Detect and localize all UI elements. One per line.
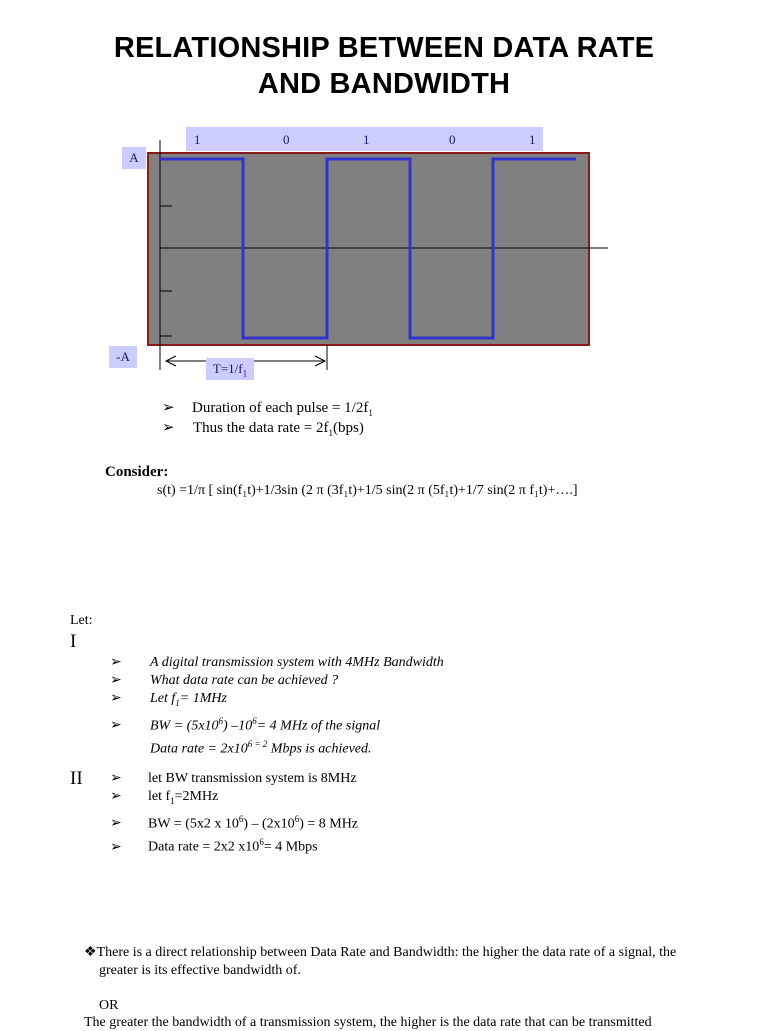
list-item	[110, 770, 358, 788]
list-item	[110, 672, 444, 690]
conclusion-text: There is a direct relationship between Data Rate and Bandwidth: the higher the data rate of a signal, the	[96, 945, 677, 960]
bit-label: 1	[194, 132, 201, 147]
list-item-text: ) – (2x10	[243, 816, 295, 832]
list-item	[110, 654, 444, 672]
period-label-text: T=1/f	[212, 361, 243, 376]
arrow-bullet-icon: ➢	[162, 420, 175, 436]
page-title-line-1: RELATIONSHIP BETWEEN DATA RATE	[113, 32, 655, 64]
arrow-bullet-icon: ➢	[110, 771, 122, 786]
arrow-bullet-icon: ➢	[110, 655, 122, 670]
bit-label: 1	[529, 132, 536, 147]
consider-label: Consider:	[105, 464, 169, 480]
pulse-duration-text: Duration of each pulse = 1/2f	[192, 400, 369, 416]
list-item-text: Mbps is achieved.	[267, 742, 372, 758]
conclusion-line	[84, 962, 754, 980]
amplitude-positive-label: A	[122, 147, 146, 169]
list-item-text: = 4 Mbps	[263, 840, 318, 856]
section-two-list	[110, 770, 358, 857]
list-item-sub: 1	[175, 697, 180, 708]
diamond-bullet-icon: ❖	[84, 945, 97, 960]
pulse-duration-sub: 1	[368, 408, 373, 418]
list-item-text: Data rate = 2x2 x10	[148, 840, 260, 856]
section-one-list	[110, 654, 444, 759]
list-item-text: = 4 MHz of the signal	[256, 718, 381, 734]
list-item	[110, 690, 444, 712]
arrow-bullet-icon: ➢	[162, 400, 175, 416]
list-item-sup: 6	[218, 715, 224, 726]
plot-area	[148, 153, 589, 345]
period-label	[206, 358, 254, 380]
list-item-text: ) = 8 MHz	[299, 816, 359, 832]
amplitude-negative-label: -A	[109, 346, 137, 368]
conclusion-statement-two: The greater the bandwidth of a transmission system, the higher is the data rate that can be transmitted	[84, 1015, 652, 1030]
list-item-text: Data rate = 2x10	[150, 742, 248, 758]
list-item-text: BW = (5x10	[150, 718, 219, 734]
let-label: Let:	[70, 613, 93, 628]
bit-label: 0	[449, 132, 456, 147]
list-item	[110, 810, 358, 834]
arrow-bullet-icon: ➢	[110, 840, 122, 856]
list-item-text: A digital transmission system with 4MHz Bandwidth	[150, 655, 444, 670]
section-one-numeral: I	[70, 631, 77, 652]
data-rate-note	[162, 419, 364, 442]
list-item-text: = 1MHz	[179, 691, 227, 706]
section-two-numeral: II	[70, 768, 83, 789]
conclusion-line	[84, 944, 754, 962]
arrow-bullet-icon: ➢	[110, 718, 122, 734]
list-item-text: let BW transmission system is 8MHz	[148, 771, 357, 786]
list-item	[110, 712, 444, 736]
bit-label: 0	[283, 132, 290, 147]
data-rate-sub: 1	[328, 428, 333, 438]
square-wave-figure	[100, 130, 620, 380]
fourier-series-formula: s(t) =1/π [ sin(f₁t)+1/3sin (2 π (3f₁t)+1/5 sin(2 π (5f₁t)+1/7 sin(2 π f₁t)+….]	[157, 483, 578, 498]
list-item-sub: 1	[170, 795, 175, 806]
arrow-bullet-icon: ➢	[110, 789, 122, 804]
list-item-text: ) –10	[223, 718, 253, 734]
list-item	[110, 833, 358, 857]
or-separator: OR	[99, 998, 119, 1013]
list-item-sup: 6	[294, 813, 300, 824]
data-rate-text: Thus the data rate = 2f	[193, 420, 329, 436]
arrow-bullet-icon: ➢	[110, 816, 122, 832]
page-title-line-2: AND BANDWIDTH	[257, 68, 511, 100]
bit-label: 1	[363, 132, 370, 147]
list-item-sup: 6 = 2	[247, 739, 268, 750]
list-item-sup: 6	[252, 715, 257, 726]
list-item-text: =2MHz	[174, 789, 219, 804]
list-item	[110, 788, 358, 810]
list-item-sup: 6	[238, 813, 244, 824]
list-item-text: BW = (5x2 x 10	[148, 816, 239, 832]
data-rate-unit: (bps)	[333, 420, 364, 436]
period-label-sub: 1	[242, 368, 248, 379]
list-item-text: What data rate can be achieved ?	[150, 673, 339, 688]
list-item-sup: 6	[259, 837, 264, 848]
conclusion-text: greater is its effective bandwidth of.	[99, 963, 301, 978]
arrow-bullet-icon: ➢	[110, 691, 122, 706]
list-item-text: Let f	[150, 691, 176, 706]
list-item-text: let f	[148, 789, 171, 804]
list-item-continuation	[110, 735, 444, 759]
conclusion-paragraph	[84, 944, 754, 980]
arrow-bullet-icon: ➢	[110, 673, 122, 688]
